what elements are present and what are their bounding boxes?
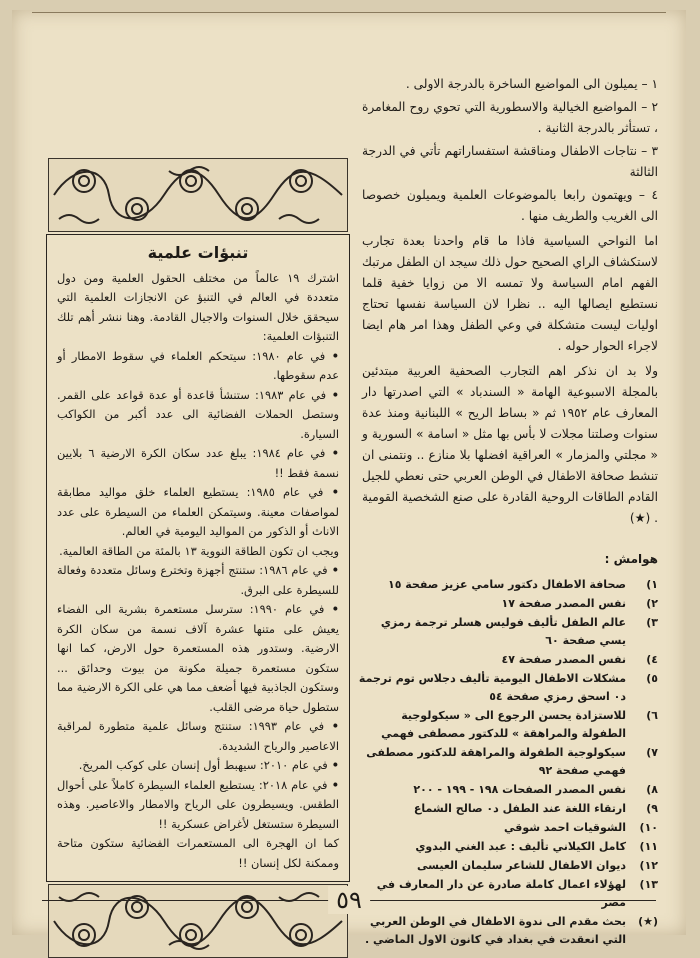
footnote xyxy=(358,819,658,837)
footnote-text: مشكلات الاطفال اليومية تأليف دجلاس توم ترجمة د٠ اسحق رمزي صفحة ٥٤ xyxy=(358,672,626,703)
box-title: تنبؤات علمية xyxy=(147,243,249,262)
magazine-page xyxy=(12,10,686,946)
footnote xyxy=(358,913,658,949)
prediction-item: • في عام ١٩٨٣: ستنشأ قاعدة أو عدة قواعد على القمر. وستصل الحملات الفضائية الى عدد أكبر من الكواكب السيارة. xyxy=(57,386,339,445)
footnote-text: عالم الطفل تأليف فوليس هسلر ترجمة رمزي يسي صفحة ٦٠ xyxy=(380,616,626,647)
point-item: ٢ – المواضيع الخيالية والاسطورية التي تحوي روح المغامرة ، تستأثر بالدرجة الثانية . xyxy=(362,100,658,135)
footnote-number: ١٣) xyxy=(639,878,658,891)
prediction-item: • في عام ١٩٩٣: ستنتج وسائل علمية متطورة لمراقبة الاعاصير والرياح الشديدة. xyxy=(57,717,339,756)
article-column xyxy=(362,74,658,533)
ornament-bottom-image xyxy=(48,884,348,958)
footnote-number: ٧) xyxy=(646,746,658,759)
prediction-item: • في عام ١٩٩٠: سترسل مستعمرة بشرية الى الفضاء يعيش على متنها عشرة آلاف نسمة من سكان الكرة الارضية. وستدور هذه المستعمرة حول الارض، كما انها ستكون مستعمرة جميلة مكونة من بيوت وحدائق ... وستكون الجاذبية فيها أضعف مما هي على الكرة الارضية مما ستطول حياة مرضى القلب. xyxy=(57,600,339,717)
footnote xyxy=(358,876,658,912)
predictions-box xyxy=(46,234,350,882)
footnote xyxy=(358,800,658,818)
footnote-text: نفس المصدر صفحة ١٧ xyxy=(501,597,626,610)
footnote xyxy=(358,595,658,613)
footnote xyxy=(358,614,658,650)
article-paragraph: اما النواحي السياسية فاذا ما قام واحدنا بعدة تجارب لاستكشاف الراي الصحيح حول ذلك سيجد ان الطفل مرتبك الفهم امام السياسة ولا تمسه الا من زوايا خفية قلما نستطيع ايصالها اليه .. نظرا لان السياسة نفسها تحتاج اوليات ليست متشكلة في وعي الطفل وهذا امر هام ايضا لاجراء الحوار حوله . xyxy=(362,234,658,353)
footnote-text: نفس المصدر الصفحات ١٩٨ - ١٩٩ - ٢٠٠ xyxy=(413,783,626,796)
page-number: ٥٩ xyxy=(328,886,370,914)
footnote xyxy=(358,576,658,594)
predictions-list xyxy=(57,347,339,542)
footnote-number: ٥) xyxy=(646,672,658,685)
sidebar xyxy=(42,158,354,958)
prediction-item: • في عام ١٩٨٥: يستطيع العلماء خلق مواليد مطابقة لمواصفات معينة. وسيتمكن العلماء من السيطرة على عدد الاناث أو الذكور من المواليد اليومية في العالم. xyxy=(57,483,339,542)
points-list xyxy=(362,74,658,227)
article-paragraph: ولا بد ان نذكر اهم التجارب الصحفية العربية مبتدئين بالمجلة الاسبوعية الهامة « السندباد » التي اصدرتها دار المعارف عام ١٩٥٢ ثم « بساط الريح » اللبنانية ومنذ عدة سنوات وصلتنا مجلات لا بأس بها مثل « اسامة » السورية و « مجلتي والمزمار » العراقية افضلها بلا منازع .. ونتمنى ان تنشط صحافة الاطفال في الوطن العربي حتى نعطي للجيل القادم الطاقات الروحية القادرة على صنع الشخصية القومية . (★) xyxy=(362,364,658,525)
footnote-text: للاستزادة يحسن الرجوع الى « سيكولوجية الطفولة والمراهقة » للدكتور مصطفى فهمي xyxy=(381,709,626,740)
footnote xyxy=(358,744,658,780)
footnote-number: ٢) xyxy=(646,597,658,610)
point-item: ٤ – ويهتمون رابعا بالموضوعات العلمية ويميلون خصوصا الى الغريب والطريف منها . xyxy=(362,188,658,223)
footnote xyxy=(358,707,658,743)
ornament-top-image xyxy=(48,158,348,232)
footnote-number: ٤) xyxy=(646,653,658,666)
footnote-text: لهؤلاء اعمال كاملة صادرة عن دار المعارف في مصر xyxy=(376,878,626,909)
footnote-number: ١٢) xyxy=(639,859,658,872)
footnote-number: ٨) xyxy=(646,783,658,796)
footnote xyxy=(358,651,658,669)
footnote-number: ١) xyxy=(646,578,658,591)
footnote-text: بحث مقدم الى ندوة الاطفال في الوطن العربي التي انعقدت في بغداد في كانون الاول الماضي . xyxy=(365,915,626,946)
prediction-item: • في عام ١٩٨٦: ستنتج أجهزة وتخترع وسائل متعددة وفعالة للسيطرة على البرق. xyxy=(57,561,339,600)
footnote-number: (★) xyxy=(638,915,658,928)
point-item: ٣ – نتاجات الاطفال ومناقشة استفساراتهم تأتي في الدرجة الثالثة xyxy=(362,144,658,179)
footnote-text: نفس المصدر صفحة ٤٧ xyxy=(501,653,626,666)
prediction-item: • في عام ١٩٨٠: سيتحكم العلماء في سقوط الامطار أو عدم سقوطها. xyxy=(57,347,339,386)
prediction-item: • في عام ٢٠١٨: يستطيع العلماء السيطرة كاملاً على أحوال الطقس. ويسيطرون على الرياح والامطار والاعاصير. وهذه السيطرة ستستغل لأغراض عسكرية !! xyxy=(57,776,339,835)
scroll-ornament-icon xyxy=(49,159,347,231)
footnote xyxy=(358,857,658,875)
box-closing: كما ان الهجرة الى المستعمرات الفضائية ستكون متاحة وممكنة لكل إنسان !! xyxy=(57,836,339,870)
prediction-item: • في عام ١٩٨٤: يبلغ عدد سكان الكرة الارضية ٦ بلايين نسمة فقط !! xyxy=(57,444,339,483)
footnote xyxy=(358,670,658,706)
footnote xyxy=(358,838,658,856)
box-intro: اشترك ١٩ عالماً من مختلف الحقول العلمية ومن دول متعددة في العالم في التنبؤ عن الانجازات العلمية التي سيحقق خلال السنوات والاجيال القادمة. وهنا ننشر أهم تلك التنبؤات العلمية: xyxy=(57,270,339,343)
footnote-number: ٣) xyxy=(646,616,658,629)
footnote xyxy=(358,781,658,799)
footnote-text: كامل الكيلاني تأليف : عبد الغني البدوي xyxy=(415,840,626,853)
footnote-number: ١٠) xyxy=(639,821,658,834)
footnote-text: الشوقيات احمد شوقي xyxy=(504,821,626,834)
footnote-text: ديوان الاطفال للشاعر سليمان العيسى xyxy=(417,859,626,872)
footnotes-title: هوامش : xyxy=(604,552,658,566)
footnotes xyxy=(358,550,658,950)
box-extra-line: ويجب ان تكون الطاقة النووية ١٣ بالمئة من الطاقة العالمية. xyxy=(59,543,339,558)
top-rule xyxy=(32,12,666,13)
footnote-number: ١١) xyxy=(639,840,658,853)
footnote-text: ارتقاء اللغة عند الطفل د٠ صالح الشماع xyxy=(413,802,626,815)
footnote-number: ٩) xyxy=(646,802,658,815)
prediction-item: • في عام ٢٠١٠: سيهبط أول إنسان على كوكب المريخ. xyxy=(57,756,339,776)
predictions-list-cont xyxy=(57,561,339,834)
point-item: ١ – يميلون الى المواضيع الساخرة بالدرجة الاولى . xyxy=(405,77,658,91)
footnote-text: صحافة الاطفال دكتور سامي عزيز صفحة ١٥ xyxy=(387,578,626,591)
footnote-text: سيكولوجية الطفولة والمراهقة للدكتور مصطفى فهمي صفحة ٩٢ xyxy=(366,746,626,777)
scroll-ornament-icon xyxy=(49,885,347,957)
footnote-number: ٦) xyxy=(646,709,658,722)
